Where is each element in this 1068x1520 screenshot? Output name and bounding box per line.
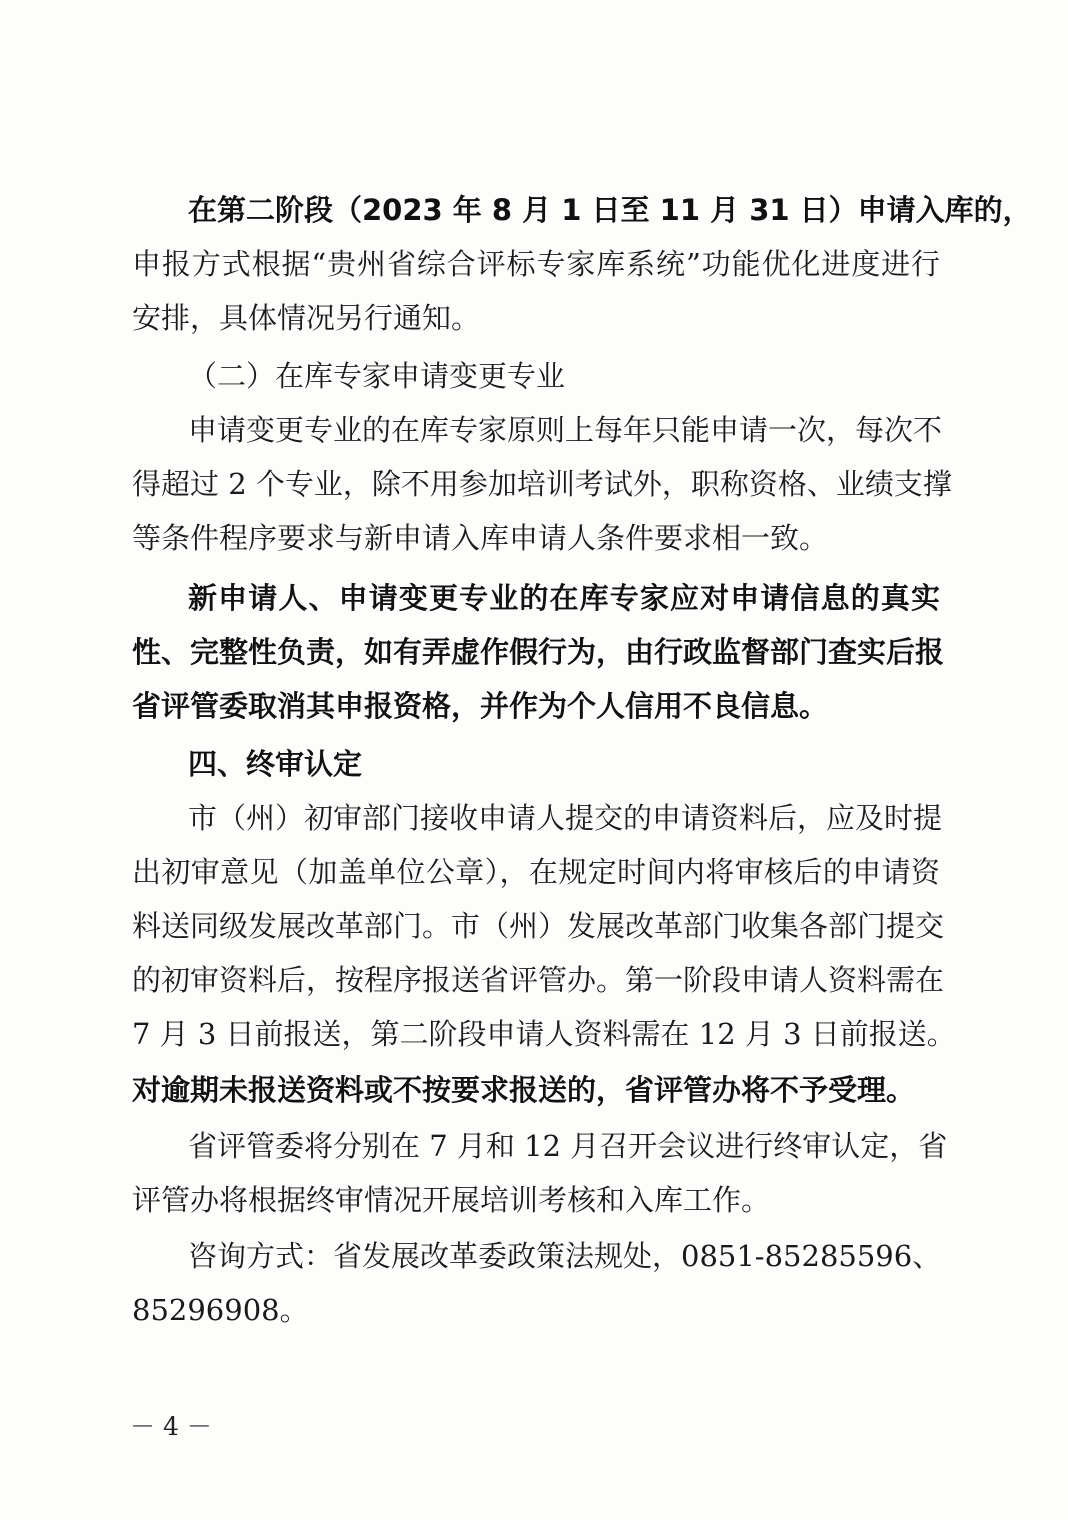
contact-number-line: 85296908。 — [132, 1293, 309, 1327]
paragraph-line-14: 料送同级发展改革部门。市（州）发展改革部门收集各部门提交 — [132, 909, 945, 943]
paragraph-line-8: 新申请人、申请变更专业的在库专家应对申请信息的真实 — [188, 581, 940, 615]
section-heading-final-review: 四、终审认定 — [188, 747, 363, 781]
paragraph-line-7: 等条件程序要求与新申请入库申请人条件要求相一致。 — [132, 521, 829, 555]
paragraph-line-19: 评管办将根据终审情况开展培训考核和入库工作。 — [132, 1183, 771, 1217]
paragraph-line-9: 性、完整性负责，如有弄虚作假行为，由行政监督部门查实后报 — [132, 635, 945, 669]
paragraph-line-16: 7 月 3 日前报送，第二阶段申请人资料需在 12 月 3 日前报送。 — [132, 1017, 956, 1051]
paragraph-line-15: 的初审资料后，按程序报送省评管办。第一阶段申请人资料需在 — [132, 963, 945, 997]
page-number: － 4 － — [130, 1412, 212, 1441]
paragraph-line-10: 省评管委取消其申报资格，并作为个人信用不良信息。 — [132, 689, 829, 723]
paragraph-line-5: 申请变更专业的在库专家原则上每年只能申请一次，每次不 — [188, 413, 943, 447]
paragraph-line-18: 省评管委将分别在 7 月和 12 月召开会议进行终审认定，省 — [188, 1129, 948, 1163]
paragraph-line-6: 得超过 2 个专业，除不用参加培训考试外，职称资格、业绩支撑 — [132, 467, 952, 501]
paragraph-line-2: 申报方式根据“贵州省综合评标专家库系统”功能优化进度进行 — [132, 247, 940, 281]
contact-line: 咨询方式：省发展改革委政策法规处，0851-85285596、 — [188, 1239, 942, 1273]
paragraph-line-17: 对逾期未报送资料或不按要求报送的，省评管办将不予受理。 — [132, 1073, 916, 1107]
paragraph-line-13: 出初审意见（加盖单位公章），在规定时间内将审核后的申请资 — [132, 855, 940, 889]
paragraph-line-12: 市（州）初审部门接收申请人提交的申请资料后，应及时提 — [188, 801, 943, 835]
paragraph-line-3: 安排，具体情况另行通知。 — [132, 301, 481, 335]
section-heading-change-major: （二）在库专家申请变更专业 — [188, 359, 566, 393]
paragraph-line-1: 在第二阶段（2023 年 8 月 1 日至 11 月 31 日）申请入库的， — [188, 193, 1032, 227]
